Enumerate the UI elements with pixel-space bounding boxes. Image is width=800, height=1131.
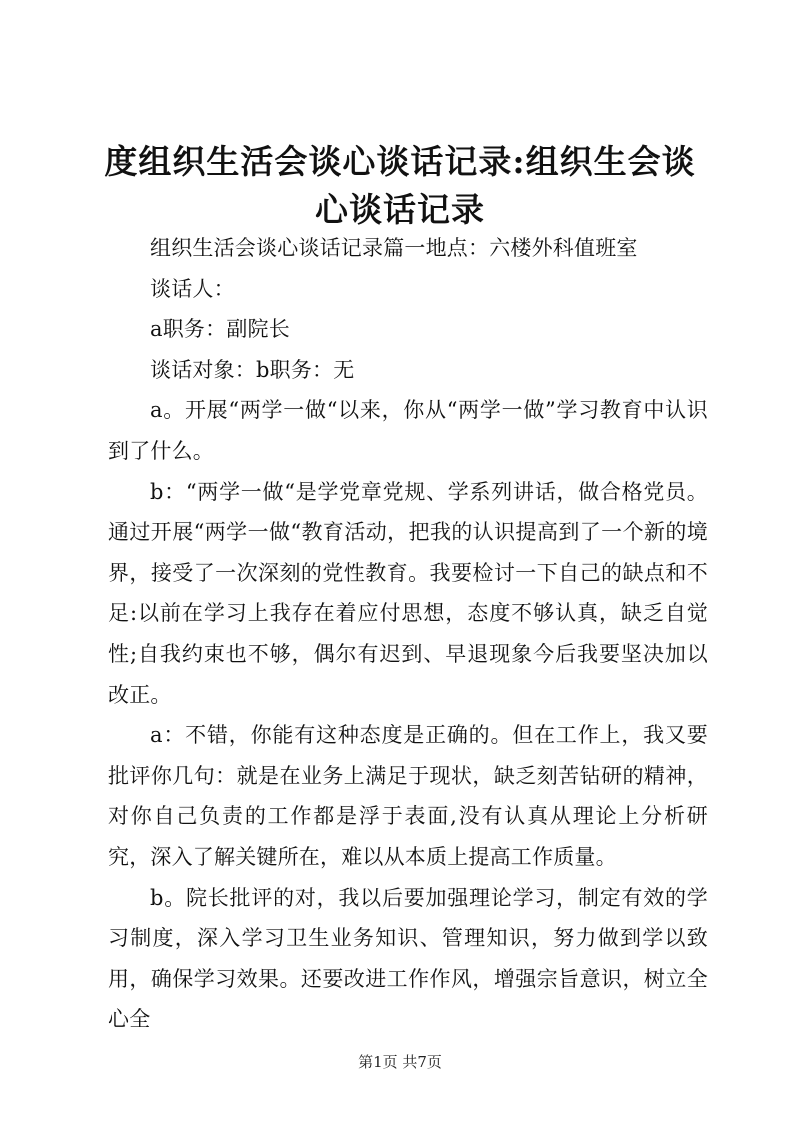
paragraph-answer-b: b：“两学一做“是学党章党规、学系列讲话，做合格党员。通过开展“两学一做“教育活动，把我的认识提高到了一个新的境界，接受了一次深刻的党性教育。我要检讨一下自己的缺点和不足:以前在学习上我存在着应付思想，态度不够认真，缺乏自觉性;自我约束也不够，偶尔有迟到、早退现象今后我要坚决加以改正。	[108, 479, 708, 707]
paragraph-response-b: b。院长批评的对，我以后要加强理论学习，制定有效的学习制度，深入学习卫生业务知识、管理知识，努力做到学以致用，确保学习效果。还要改进工作作风，增强宗旨意识，树立全心全	[108, 885, 708, 1032]
document-title: 度组织生活会谈心谈话记录:组织生会谈心谈话记录	[104, 142, 696, 229]
paragraph-speaker-position: a职务：副院长	[150, 317, 290, 342]
paragraph-speaker: 谈话人：	[150, 276, 235, 301]
paragraph-question-a: a。开展“两学一做“以来，你从“两学一做”学习教育中认识到了什么。	[108, 398, 708, 463]
page-footer: 第1页 共7页	[358, 1053, 442, 1071]
paragraph-location: 组织生活会谈心谈话记录篇一地点：六楼外科值班室	[150, 236, 638, 260]
paragraph-interviewee: 谈话对象：b职务：无	[150, 357, 355, 382]
document-body	[108, 228, 708, 1040]
paragraph-comment-a: a：不错，你能有这种态度是正确的。但在工作上，我又要批评你几句：就是在业务上满足于现状，缺乏刻苦钻研的精神，对你自己负责的工作都是浮于表面,没有认真从理论上分析研究，深入了解关键所在，难以从本质上提高工作质量。	[108, 723, 708, 869]
